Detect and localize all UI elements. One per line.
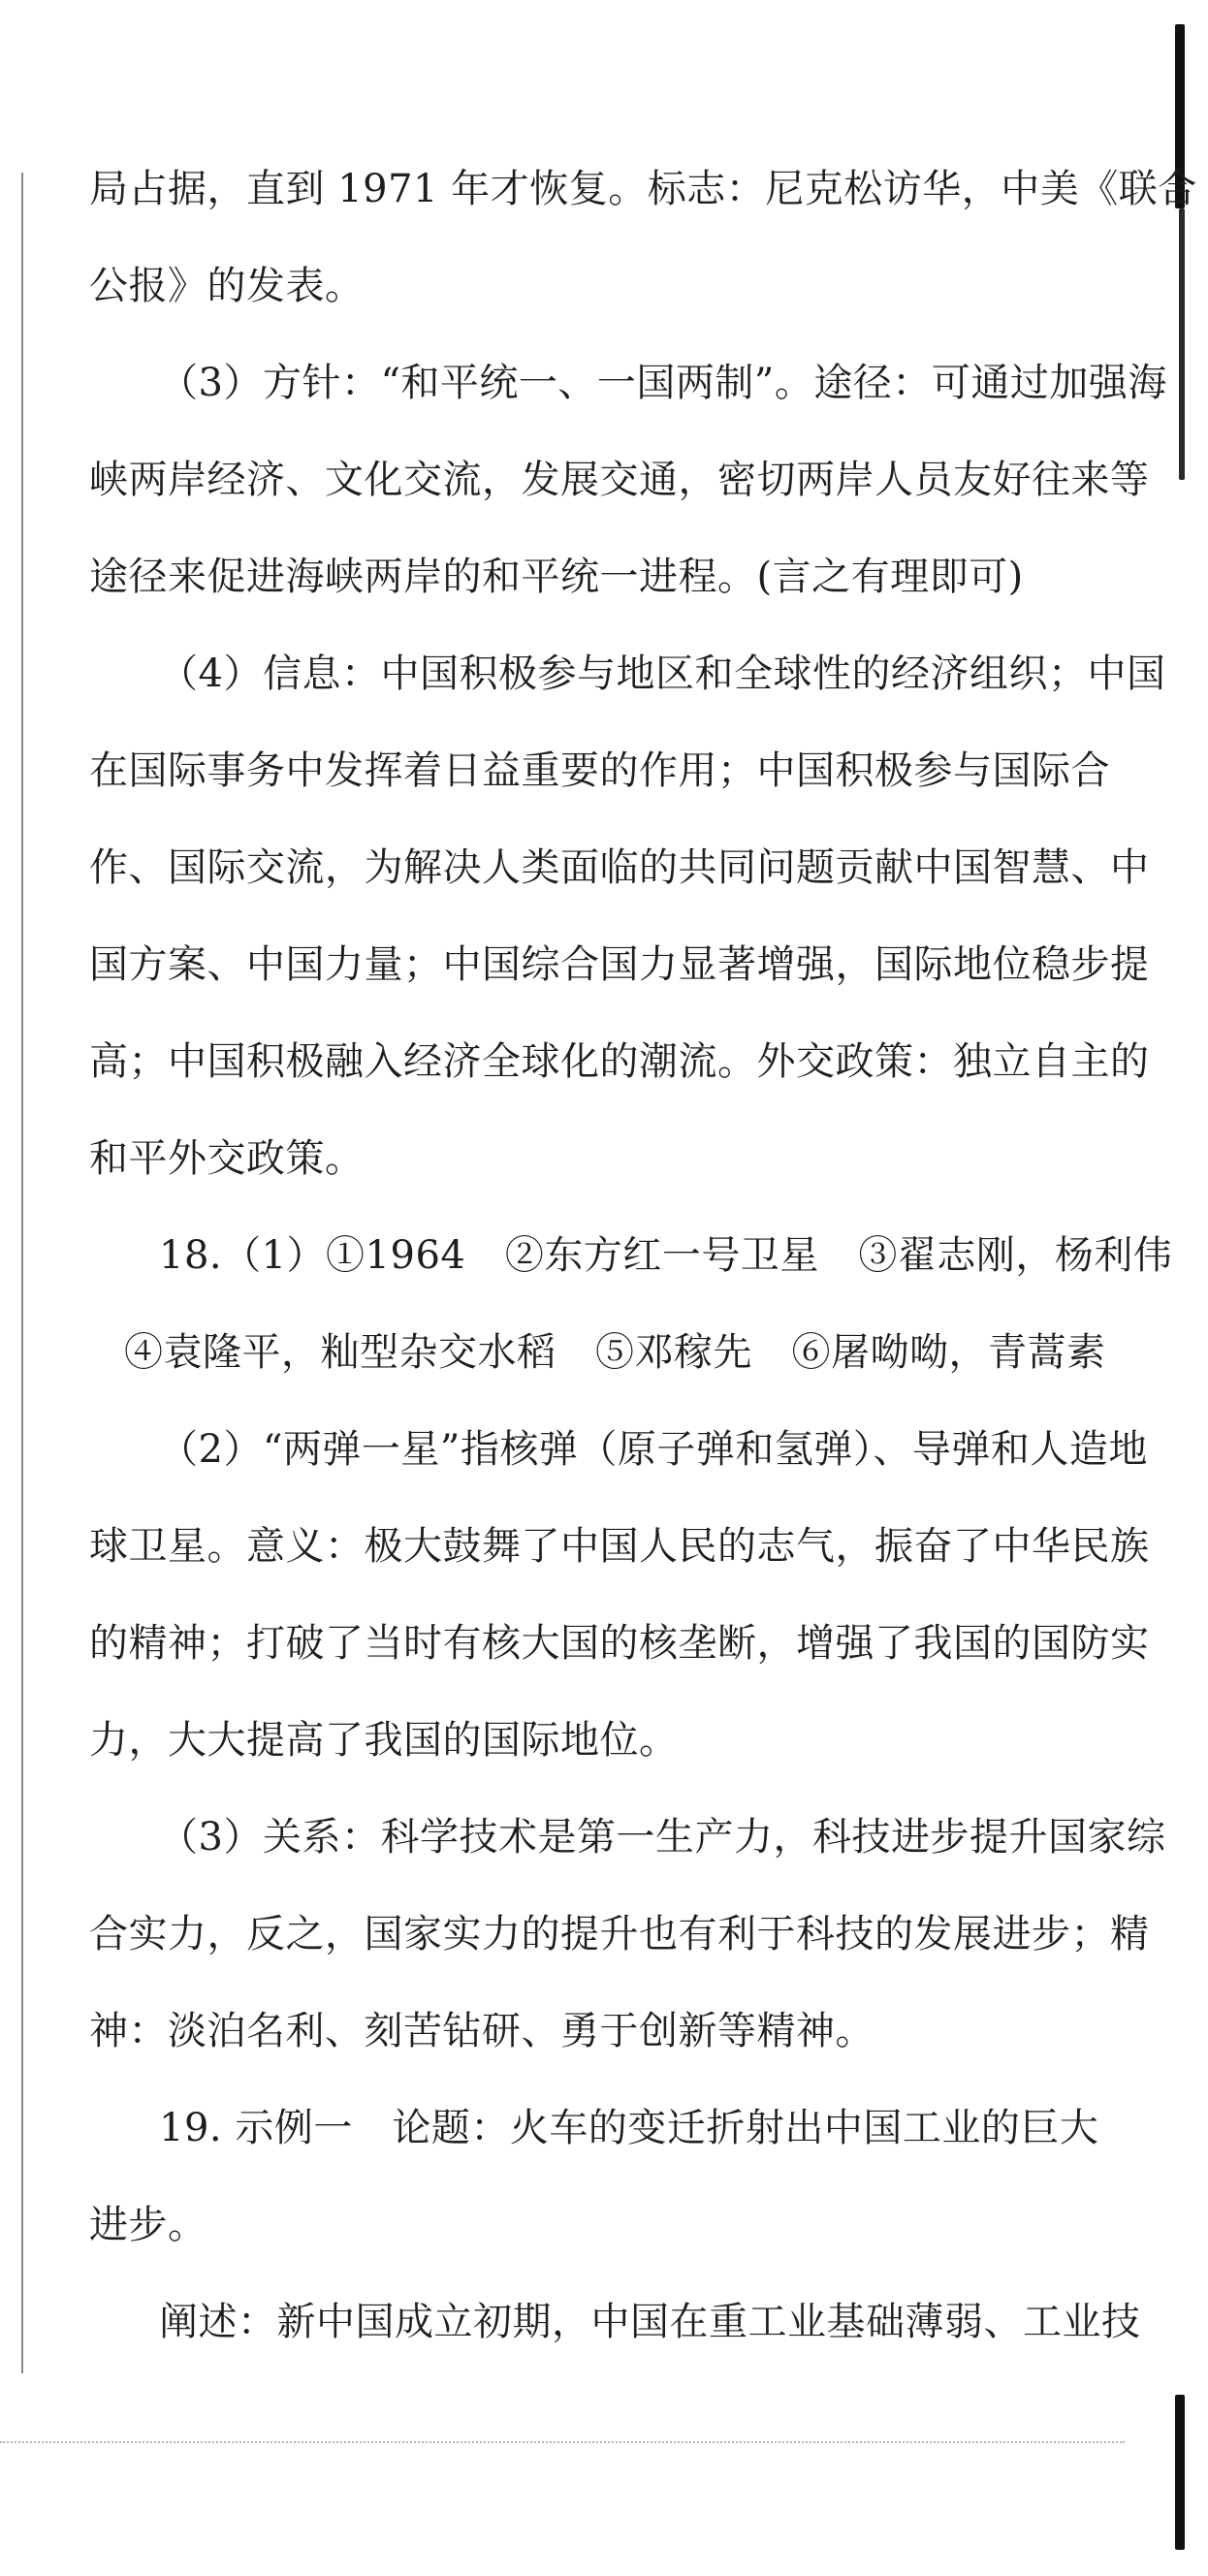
right-edge-shadow-middle xyxy=(1179,208,1185,480)
text-line: 途径来促进海峡两岸的和平统一进程。(言之有理即可) xyxy=(89,555,1024,599)
text-line: 高；中国积极融入经济全球化的潮流。外交政策：独立自主的 xyxy=(89,1039,1150,1084)
left-margin-rule xyxy=(21,173,23,2373)
text-line: （4）信息：中国积极参与地区和全球性的经济组织；中国 xyxy=(159,652,1166,696)
text-line: 力，大大提高了我国的国际地位。 xyxy=(89,1718,679,1763)
bottom-dotted-rule xyxy=(0,2441,1125,2443)
text-line: 合实力，反之，国家实力的提升也有利于科技的发展进步；精 xyxy=(89,1912,1150,1956)
text-line: （3）方针：“和平统一、一国两制”。途径：可通过加强海 xyxy=(159,361,1167,405)
text-line: 公报》的发表。 xyxy=(89,264,365,308)
text-line: ④袁隆平，籼型杂交水稻 ⑤邓稼先 ⑥屠呦呦，青蒿素 xyxy=(124,1330,1106,1375)
text-line: （2）“两弹一星”指核弹（原子弹和氢弹）、导弹和人造地 xyxy=(159,1427,1148,1472)
text-line: 19. 示例一 论题：火车的变迁折射出中国工业的巨大 xyxy=(159,2106,1099,2150)
text-line: 的精神；打破了当时有核大国的核垄断，增强了我国的国防实 xyxy=(89,1621,1150,1666)
text-line: 18.（1）①1964 ②东方红一号卫星 ③翟志刚，杨利伟 xyxy=(159,1233,1173,1278)
text-line: 局占据，直到 1971 年才恢复。标志：尼克松访华，中美《联合 xyxy=(89,167,1197,211)
text-line: 国方案、中国力量；中国综合国力显著增强，国际地位稳步提 xyxy=(89,942,1150,987)
text-line: 球卫星。意义：极大鼓舞了中国人民的志气，振奋了中华民族 xyxy=(89,1524,1150,1569)
right-edge-shadow-bottom xyxy=(1175,2395,1185,2550)
text-line: 峡两岸经济、文化交流，发展交通，密切两岸人员友好往来等 xyxy=(89,458,1150,502)
text-line: 神：淡泊名利、刻苦钻研、勇于创新等精神。 xyxy=(89,2009,874,2053)
text-line: 在国际事务中发挥着日益重要的作用；中国积极参与国际合 xyxy=(89,748,1110,793)
text-line: 进步。 xyxy=(89,2203,207,2247)
text-line: （3）关系：科学技术是第一生产力，科技进步提升国家综 xyxy=(159,1815,1166,1860)
text-line: 阐述：新中国成立初期，中国在重工业基础薄弱、工业技 xyxy=(159,2300,1141,2344)
text-line: 作、国际交流，为解决人类面临的共同问题贡献中国智慧、中 xyxy=(89,845,1150,890)
text-line: 和平外交政策。 xyxy=(89,1136,365,1181)
